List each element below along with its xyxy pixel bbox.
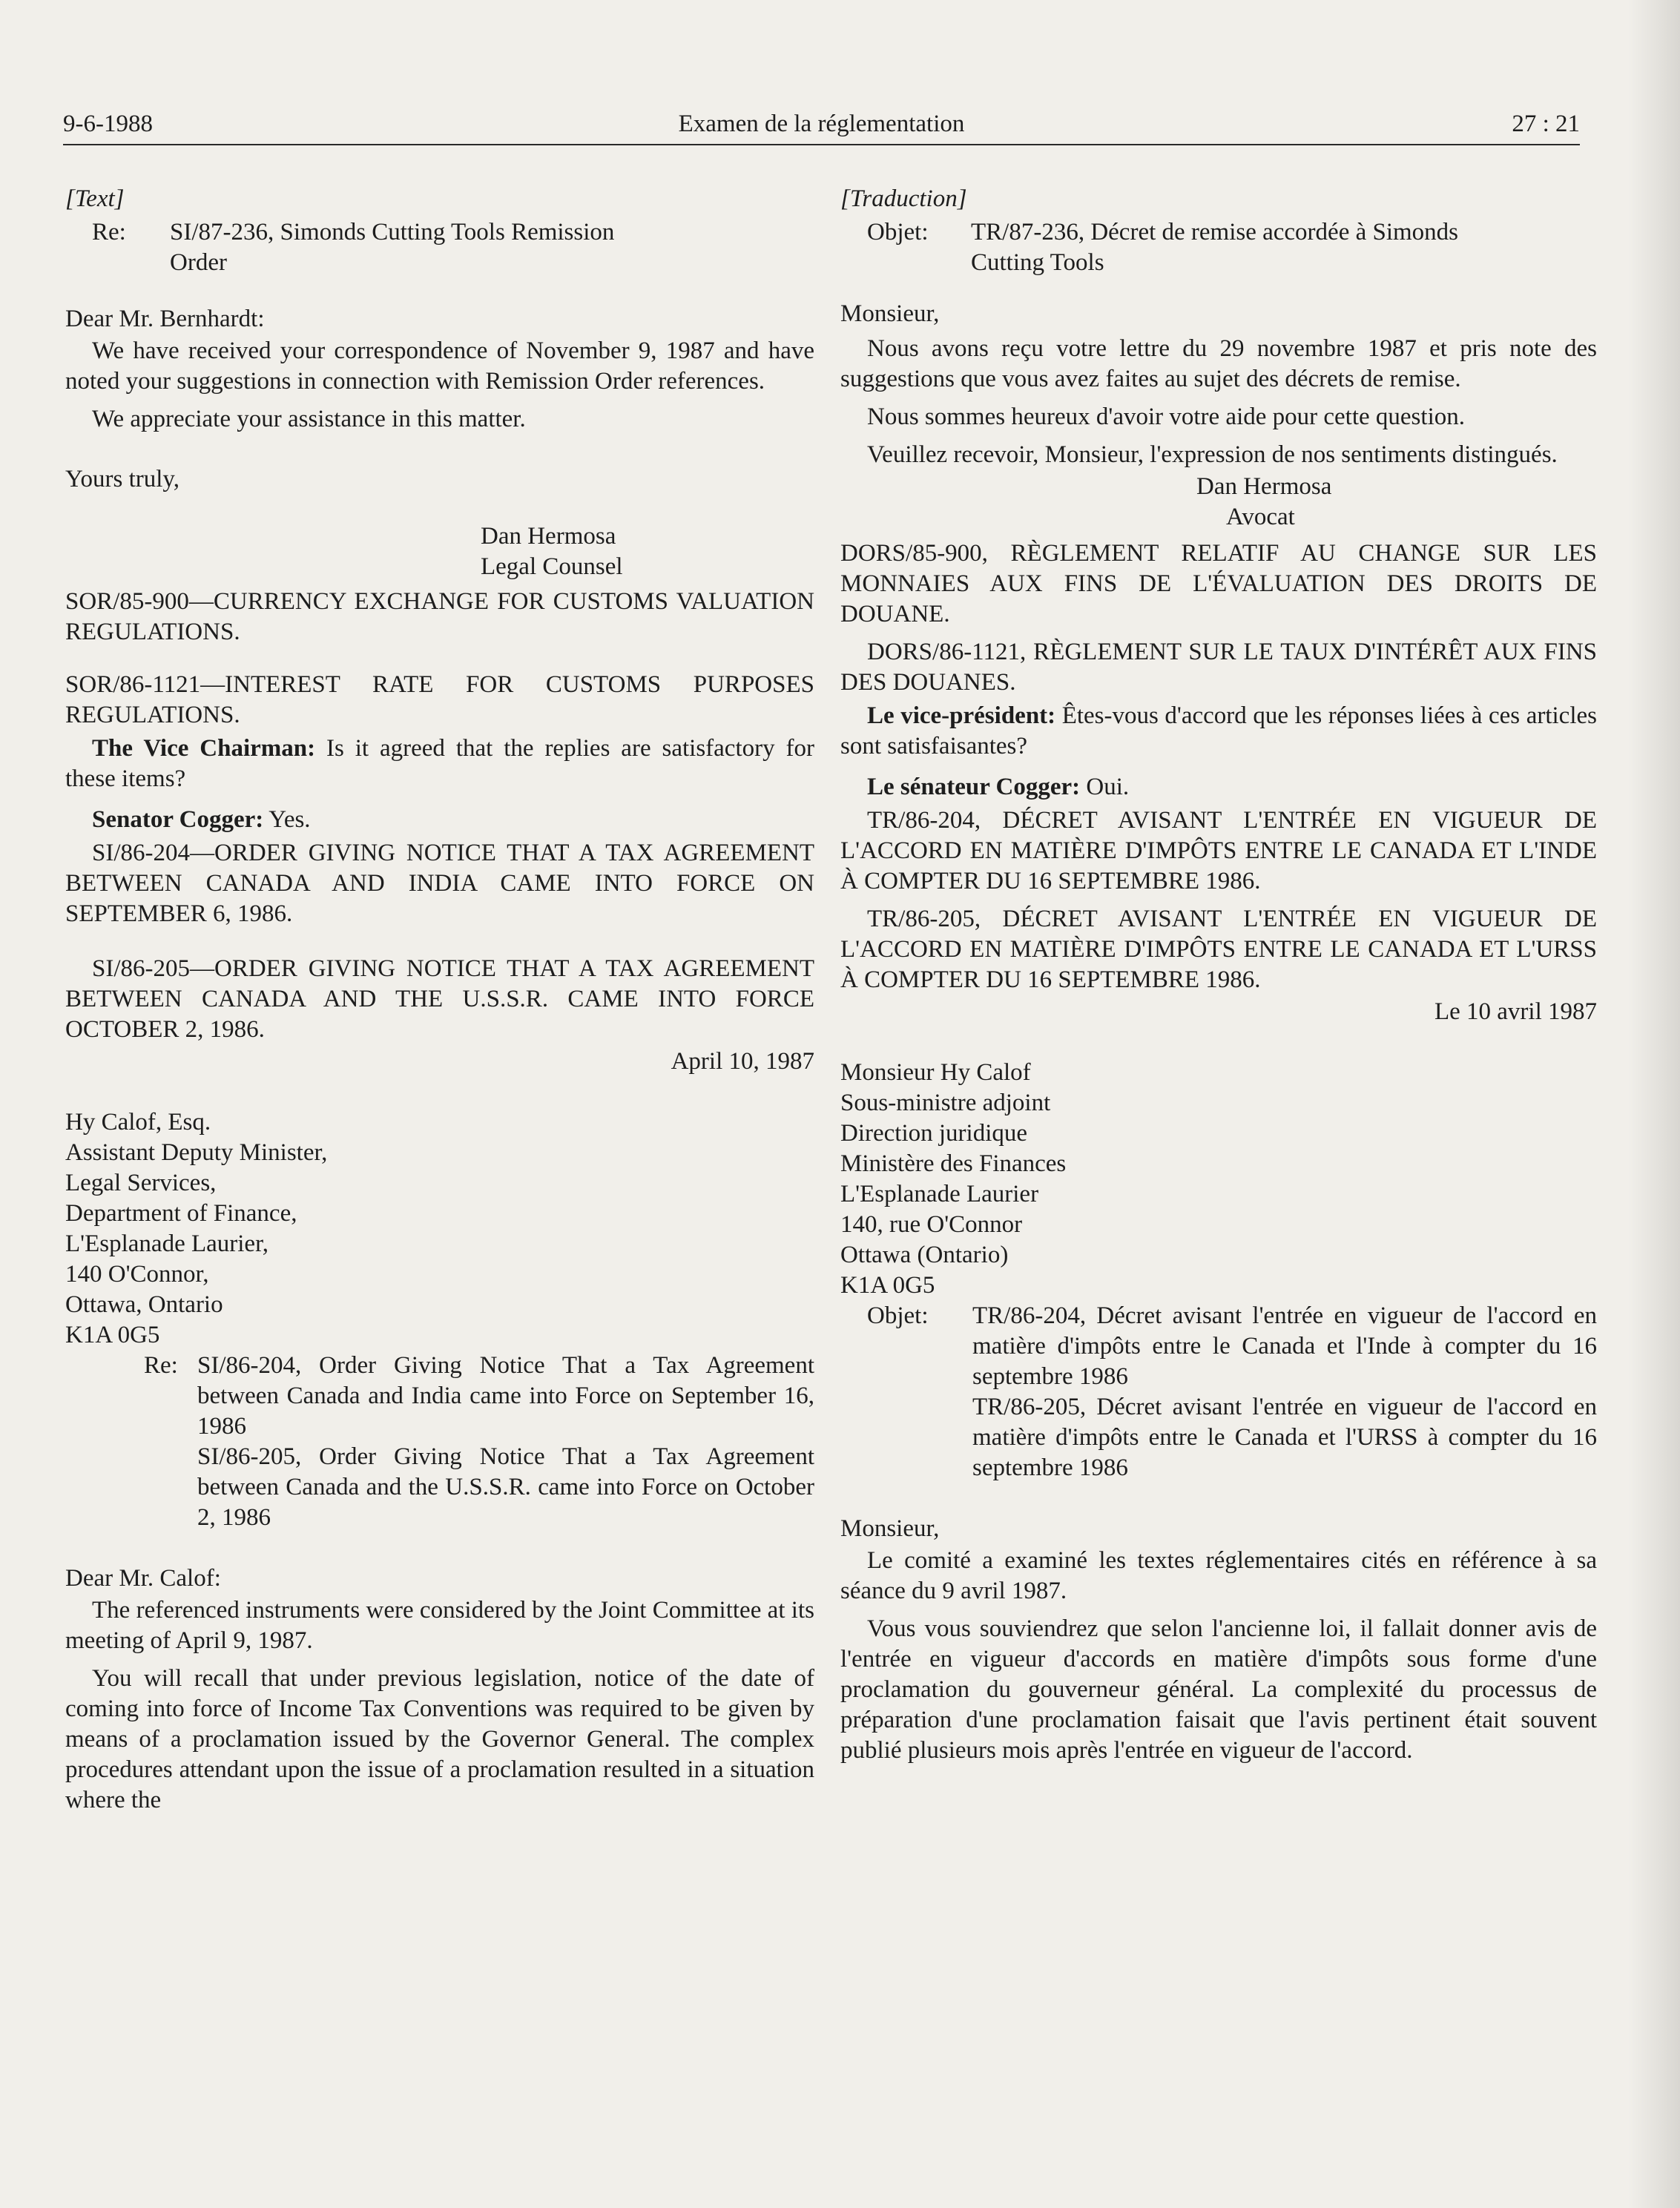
item-heading: SOR/85-900—CURRENCY EXCHANGE FOR CUSTOMS VALUATION REGULATIONS. xyxy=(65,588,814,645)
header-date: 9-6-1988 xyxy=(63,111,153,137)
salutation: Monsieur, xyxy=(840,300,940,327)
letter-paragraph: We appreciate your assistance in this matter. xyxy=(92,406,526,432)
page-edge-shadow xyxy=(1628,0,1680,2208)
senator-remark: Le sénateur Cogger: Oui. xyxy=(867,774,1130,800)
french-column xyxy=(840,184,1597,1766)
re-label: Re: xyxy=(144,1352,178,1379)
letter-paragraph: We have received your correspondence of November 9, 1987 and have noted your suggestions in connection with Remission Order references. xyxy=(65,337,814,395)
re-subject-line1: SI/87-236, Simonds Cutting Tools Remission xyxy=(170,219,615,245)
header-page-number: 27 : 21 xyxy=(1512,111,1580,137)
item-heading: SI/86-205—ORDER GIVING NOTICE THAT A TAX AGREEMENT BETWEEN CANADA AND THE U.S.S.R. CAME INTO FORCE OCTOBER 2, 1986. xyxy=(65,955,814,1043)
salutation-calof: Dear Mr. Calof: xyxy=(65,1565,221,1592)
letter-paragraph: The referenced instruments were considered by the Joint Committee at its meeting of April 9, 1987. xyxy=(65,1597,814,1654)
re-references xyxy=(92,1351,814,1533)
english-column xyxy=(65,184,814,1816)
re-subject-line2: Order xyxy=(170,249,227,276)
salutation: Monsieur, xyxy=(840,1515,940,1542)
header-title: Examen de la réglementation xyxy=(678,111,965,137)
closing: Yours truly, xyxy=(65,466,180,492)
objet-line xyxy=(867,217,1597,278)
signature-name: Dan Hermosa xyxy=(481,523,616,550)
letter-date: Le 10 avril 1987 xyxy=(1434,998,1597,1025)
speaker-label: The Vice Chairman: xyxy=(92,735,316,762)
letter-paragraph: Nous sommes heureux d'avoir votre aide pour cette question. xyxy=(867,403,1465,430)
item-heading: SI/86-204—ORDER GIVING NOTICE THAT A TAX AGREEMENT BETWEEN CANADA AND INDIA CAME INTO FORCE ON SEPTEMBER 6, 1986. xyxy=(65,840,814,927)
running-header xyxy=(63,105,1580,145)
item-heading: TR/86-205, DÉCRET AVISANT L'ENTRÉE EN VIGUEUR DE L'ACCORD EN MATIÈRE D'IMPÔTS ENTRE LE CANADA ET L'URSS À COMPTER DU 16 SEPTEMBRE 1986. xyxy=(840,906,1597,993)
objet-label: Objet: xyxy=(867,1302,929,1329)
recipient-address: Hy Calof, Esq. Assistant Deputy Minister, Legal Services, Department of Finance, L'Esplanade Laurier, 140 O'Connor, Ottawa, Ontario K1A 0G5 xyxy=(65,1109,328,1348)
re-label: Re: xyxy=(92,219,126,245)
objet-subject-line2: Cutting Tools xyxy=(971,249,1104,276)
letter-paragraph: Le comité a examiné les textes réglementaires cités en référence à sa séance du 9 avril 1987. xyxy=(840,1547,1597,1604)
recipient-address: Monsieur Hy Calof Sous-ministre adjoint Direction juridique Ministère des Finances L'Esplanade Laurier 140, rue O'Connor Ottawa (Ontario) K1A 0G5 xyxy=(840,1059,1067,1299)
re-line xyxy=(92,217,814,278)
salutation-bernhardt: Dear Mr. Bernhardt: xyxy=(65,306,265,332)
signature-title: Avocat xyxy=(1226,504,1295,530)
letter-paragraph: Nous avons reçu votre lettre du 29 novembre 1987 et pris note des suggestions que vous avez faites au sujet des décrets de remise. xyxy=(840,335,1597,392)
speaker-label: Le sénateur Cogger: xyxy=(867,774,1081,800)
signature-name: Dan Hermosa xyxy=(1196,473,1332,500)
objet-reference: TR/86-205, Décret avisant l'entrée en vigueur de l'accord en matière d'impôts entre le Canada et l'URSS à compter du 16 septembre 1986 xyxy=(972,1394,1597,1481)
item-heading: DORS/85-900, RÈGLEMENT RELATIF AU CHANGE SUR LES MONNAIES AUX FINS DE L'ÉVALUATION DES DROITS DE DOUANE. xyxy=(840,540,1597,627)
item-heading: TR/86-204, DÉCRET AVISANT L'ENTRÉE EN VIGUEUR DE L'ACCORD EN MATIÈRE D'IMPÔTS ENTRE LE CANADA ET L'INDE À COMPTER DU 16 SEPTEMBRE 1986. xyxy=(840,807,1597,894)
letter-paragraph: You will recall that under previous legislation, notice of the date of coming into force of Income Tax Conventions was required to be given by means of a proclamation issued by the Governor General. The complex procedures attendant upon the issue of a proclamation resulted in a situation where the xyxy=(65,1665,814,1813)
translation-tag: [Traduction] xyxy=(840,185,967,212)
speaker-label: Le vice-président: xyxy=(867,702,1056,729)
speaker-label: Senator Cogger: xyxy=(92,806,264,833)
objet-references xyxy=(867,1301,1597,1483)
re-reference: SI/86-204, Order Giving Notice That a Tax Agreement between Canada and India came into Force on September 16, 1986 xyxy=(197,1352,814,1440)
senator-remark: Senator Cogger: Yes. xyxy=(92,806,311,833)
objet-label: Objet: xyxy=(867,219,929,245)
item-heading: DORS/86-1121, RÈGLEMENT SUR LE TAUX D'INTÉRÊT AUX FINS DES DOUANES. xyxy=(840,639,1597,696)
letter-paragraph: Veuillez recevoir, Monsieur, l'expression de nos sentiments distingués. xyxy=(867,441,1558,468)
vice-president-remark: Le vice-président: Êtes-vous d'accord que les réponses liées à ces articles sont satisfaisantes? xyxy=(840,702,1597,759)
letter-date: April 10, 1987 xyxy=(671,1048,814,1075)
re-reference: SI/86-205, Order Giving Notice That a Tax Agreement between Canada and the U.S.S.R. came into Force on October 2, 1986 xyxy=(197,1443,814,1531)
signature-title: Legal Counsel xyxy=(481,553,623,580)
item-heading: SOR/86-1121—INTEREST RATE FOR CUSTOMS PURPOSES REGULATIONS. xyxy=(65,671,814,728)
objet-reference: TR/86-204, Décret avisant l'entrée en vigueur de l'accord en matière d'impôts entre le Canada et l'Inde à compter du 16 septembre 1986 xyxy=(972,1302,1597,1390)
vice-chairman-remark: The Vice Chairman: Is it agreed that the replies are satisfactory for these items? xyxy=(65,735,814,792)
text-tag: [Text] xyxy=(65,185,125,212)
letter-paragraph: Vous vous souviendrez que selon l'ancienne loi, il fallait donner avis de l'entrée en vigueur d'accords en matière d'impôts sous forme d'une proclamation du gouverneur général. La complexité du processus de préparation d'une proclamation faisait que l'avis pertinent était souvent publié plusieurs mois après l'entrée en vigueur de l'accord. xyxy=(840,1615,1597,1764)
objet-subject-line1: TR/87-236, Décret de remise accordée à Simonds xyxy=(971,219,1459,245)
